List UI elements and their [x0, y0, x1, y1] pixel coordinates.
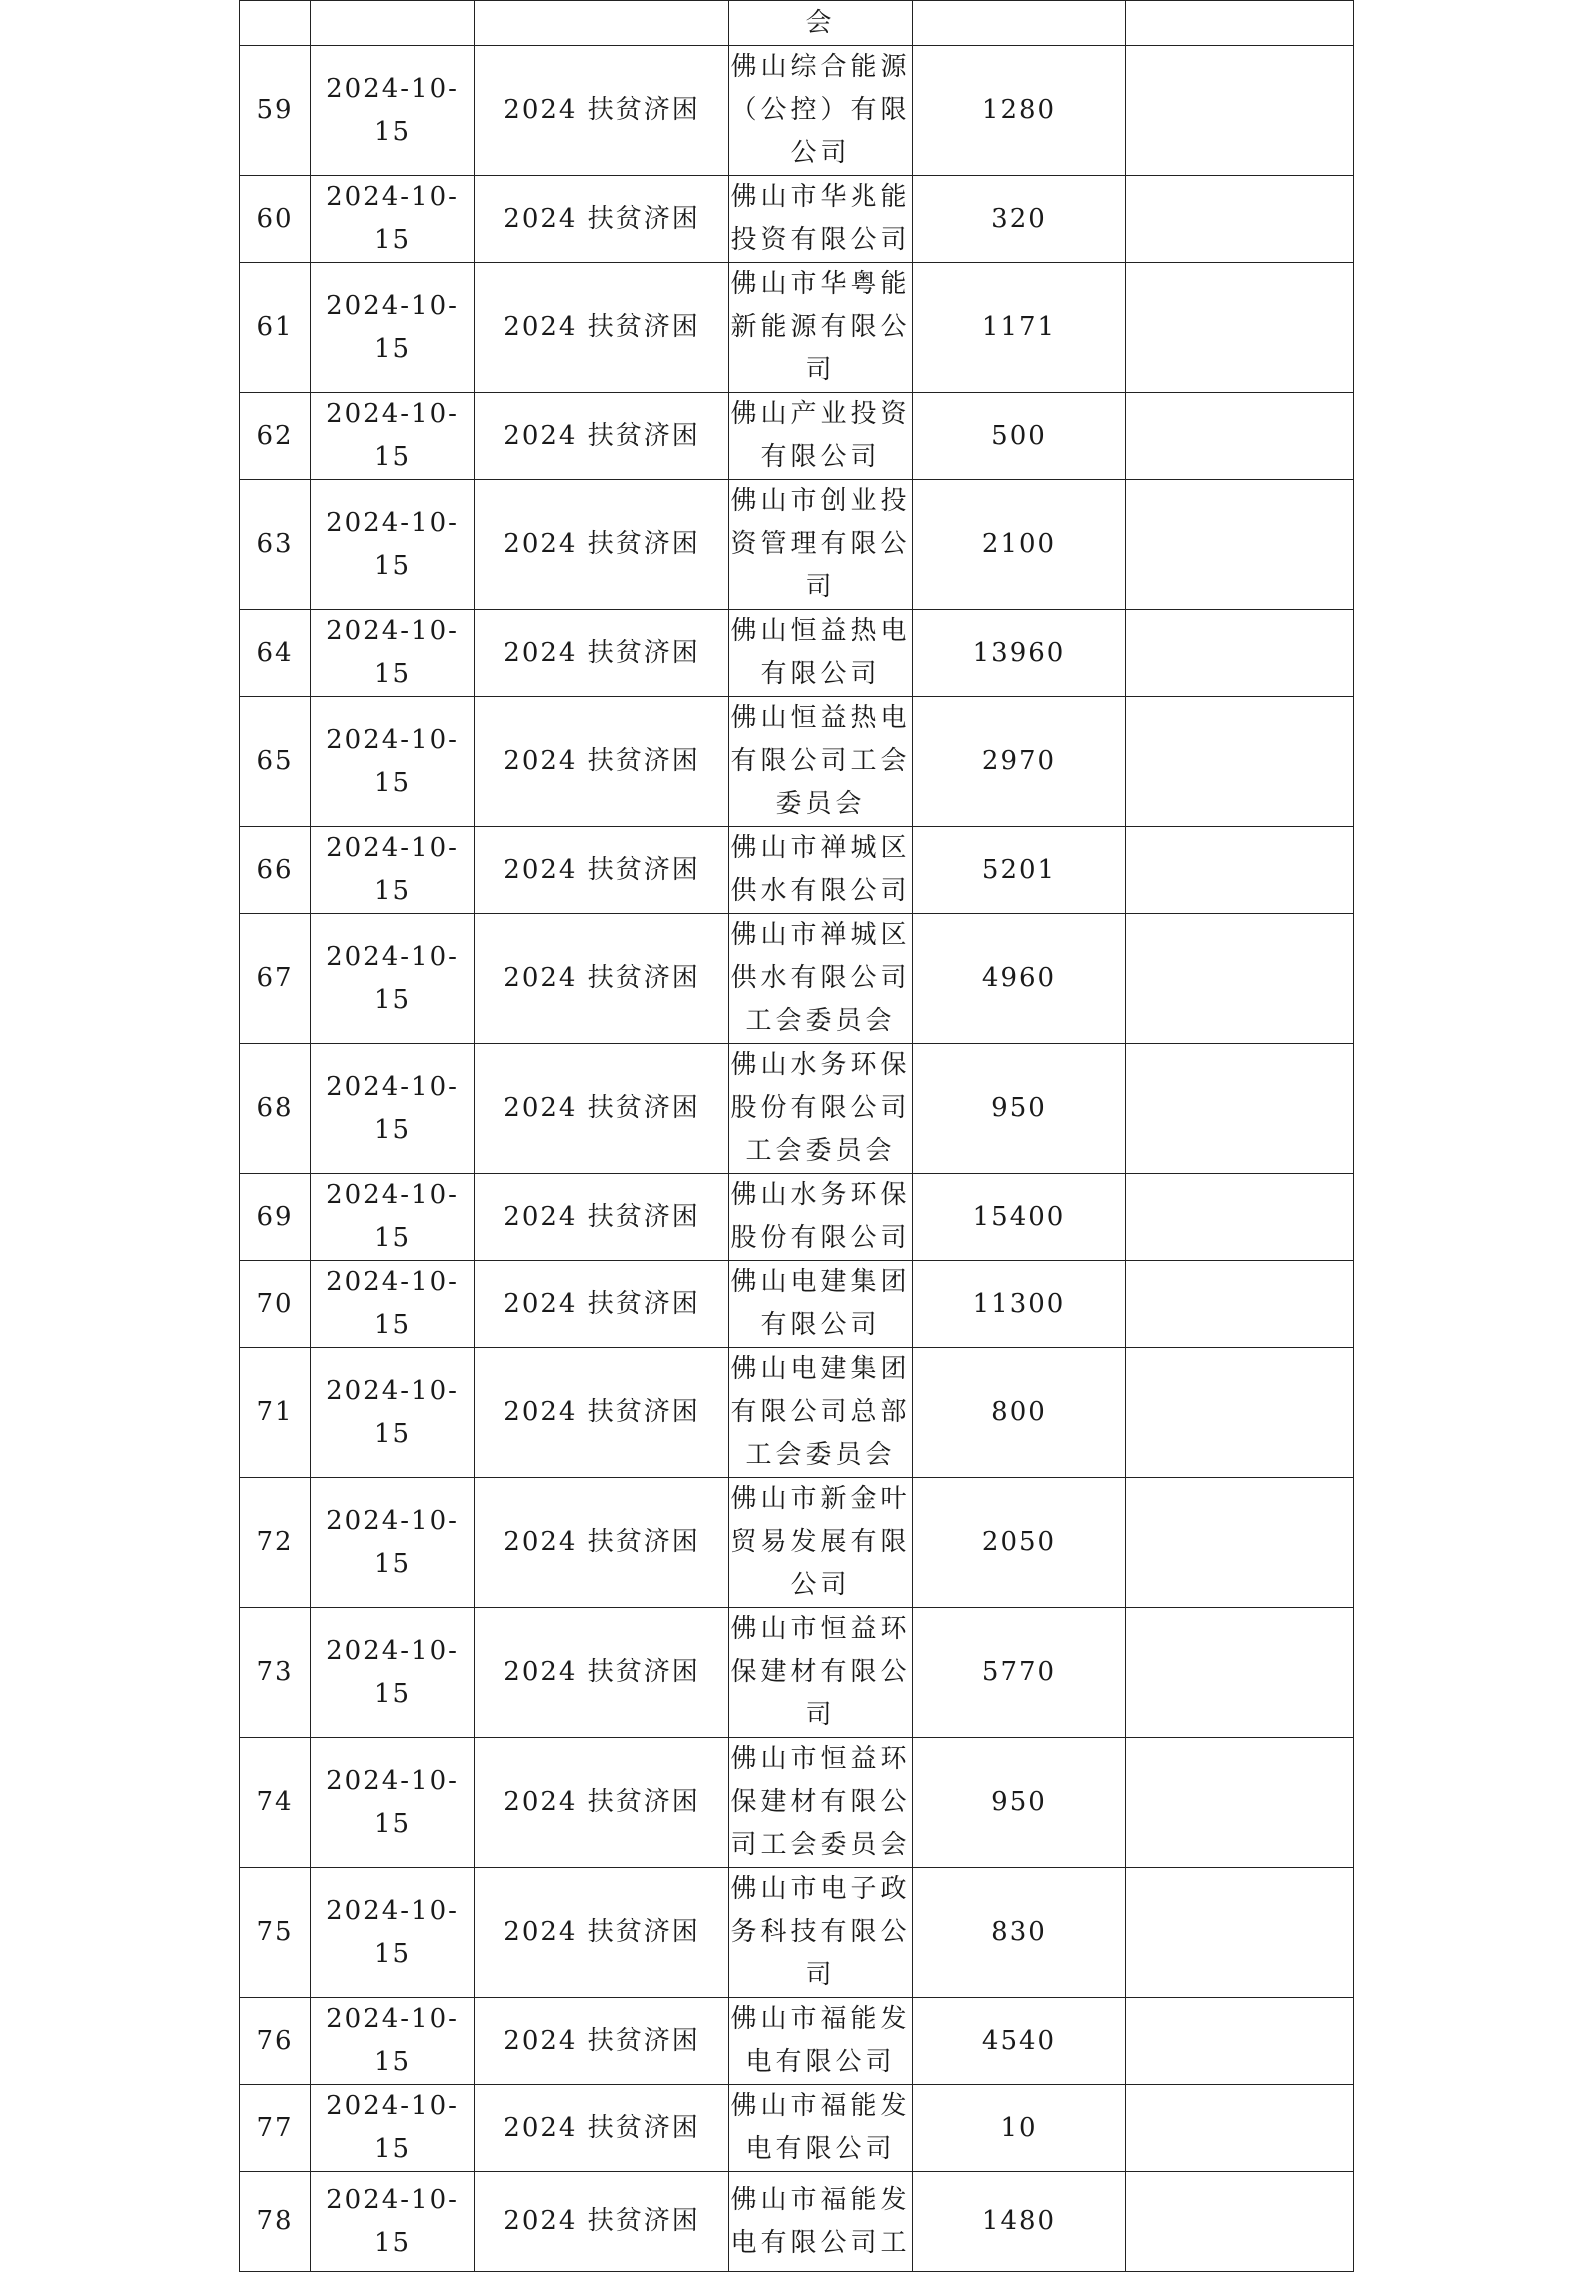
row-number: 62: [240, 393, 311, 480]
table-row: [240, 1478, 1354, 1608]
row-project: 2024 扶贫济困: [475, 2172, 729, 2272]
row-number: 70: [240, 1261, 311, 1348]
row-date: 2024-10-15: [311, 263, 475, 393]
row-project: 2024 扶贫济困: [475, 176, 729, 263]
row-date: 2024-10-15: [311, 1261, 475, 1348]
row-project: [475, 1, 729, 46]
row-donor: 佛山市创业投资管理有限公司: [729, 480, 913, 610]
row-note: [1126, 1608, 1354, 1738]
row-amount: 1480: [913, 2172, 1126, 2272]
row-date: 2024-10-15: [311, 697, 475, 827]
row-donor: 佛山市禅城区供水有限公司工会委员会: [729, 914, 913, 1044]
row-project: 2024 扶贫济困: [475, 827, 729, 914]
row-amount: 5201: [913, 827, 1126, 914]
row-note: [1126, 1738, 1354, 1868]
row-note: [1126, 1, 1354, 46]
row-project: 2024 扶贫济困: [475, 1608, 729, 1738]
table-row: [240, 2085, 1354, 2172]
row-project: 2024 扶贫济困: [475, 1174, 729, 1261]
table-row: [240, 1998, 1354, 2085]
row-amount: 10: [913, 2085, 1126, 2172]
table-row: [240, 263, 1354, 393]
row-number: 66: [240, 827, 311, 914]
row-donor: 佛山市福能发电有限公司工: [729, 2172, 913, 2272]
row-project: 2024 扶贫济困: [475, 1478, 729, 1608]
row-project: 2024 扶贫济困: [475, 697, 729, 827]
row-note: [1126, 480, 1354, 610]
row-number: 78: [240, 2172, 311, 2272]
row-donor: 佛山市新金叶贸易发展有限公司: [729, 1478, 913, 1608]
row-date: 2024-10-15: [311, 827, 475, 914]
row-amount: 5770: [913, 1608, 1126, 1738]
row-note: [1126, 1478, 1354, 1608]
row-number: 60: [240, 176, 311, 263]
table-row: [240, 697, 1354, 827]
row-project: 2024 扶贫济困: [475, 1261, 729, 1348]
row-date: 2024-10-15: [311, 1348, 475, 1478]
table-row: [240, 1608, 1354, 1738]
row-number: 67: [240, 914, 311, 1044]
row-number: 71: [240, 1348, 311, 1478]
row-date: 2024-10-15: [311, 1868, 475, 1998]
row-project: 2024 扶贫济困: [475, 393, 729, 480]
table-row: [240, 46, 1354, 176]
row-number: 63: [240, 480, 311, 610]
table-row: [240, 480, 1354, 610]
row-amount: 4960: [913, 914, 1126, 1044]
row-date: 2024-10-15: [311, 914, 475, 1044]
table-row: [240, 1868, 1354, 1998]
row-date: 2024-10-15: [311, 393, 475, 480]
row-date: 2024-10-15: [311, 1174, 475, 1261]
row-date: 2024-10-15: [311, 610, 475, 697]
row-number: 73: [240, 1608, 311, 1738]
row-date: 2024-10-15: [311, 1998, 475, 2085]
table-row: [240, 176, 1354, 263]
row-note: [1126, 697, 1354, 827]
row-note: [1126, 1868, 1354, 1998]
row-number: 77: [240, 2085, 311, 2172]
row-donor: 佛山电建集团有限公司: [729, 1261, 913, 1348]
row-amount: [913, 1, 1126, 46]
row-project: 2024 扶贫济困: [475, 1738, 729, 1868]
table-row: [240, 2172, 1354, 2272]
row-date: 2024-10-15: [311, 2172, 475, 2272]
row-project: 2024 扶贫济困: [475, 2085, 729, 2172]
donation-table: [239, 0, 1354, 2272]
row-note: [1126, 1348, 1354, 1478]
row-number: 69: [240, 1174, 311, 1261]
row-donor: 佛山恒益热电有限公司工会委员会: [729, 697, 913, 827]
row-date: 2024-10-15: [311, 46, 475, 176]
row-project: 2024 扶贫济困: [475, 1044, 729, 1174]
row-amount: 950: [913, 1738, 1126, 1868]
row-donor: 佛山恒益热电有限公司: [729, 610, 913, 697]
row-note: [1126, 176, 1354, 263]
row-project: 2024 扶贫济困: [475, 610, 729, 697]
row-donor: 佛山市恒益环保建材有限公司工会委员会: [729, 1738, 913, 1868]
row-date: 2024-10-15: [311, 1738, 475, 1868]
row-number: 61: [240, 263, 311, 393]
row-amount: 13960: [913, 610, 1126, 697]
row-note: [1126, 914, 1354, 1044]
table-row: [240, 610, 1354, 697]
table-row: [240, 1044, 1354, 1174]
table-row: [240, 1738, 1354, 1868]
row-note: [1126, 2085, 1354, 2172]
row-date: 2024-10-15: [311, 1608, 475, 1738]
row-amount: 500: [913, 393, 1126, 480]
row-number: 65: [240, 697, 311, 827]
row-amount: 2100: [913, 480, 1126, 610]
row-project: 2024 扶贫济困: [475, 1348, 729, 1478]
row-amount: 4540: [913, 1998, 1126, 2085]
row-date: 2024-10-15: [311, 1044, 475, 1174]
row-note: [1126, 263, 1354, 393]
row-number: 59: [240, 46, 311, 176]
row-number: 68: [240, 1044, 311, 1174]
row-number: 64: [240, 610, 311, 697]
row-note: [1126, 2172, 1354, 2272]
row-donor: 佛山市华粤能新能源有限公司: [729, 263, 913, 393]
row-note: [1126, 1998, 1354, 2085]
table-row-partial: [240, 1, 1354, 46]
row-project: 2024 扶贫济困: [475, 914, 729, 1044]
row-amount: 800: [913, 1348, 1126, 1478]
row-note: [1126, 1261, 1354, 1348]
row-donor: 佛山电建集团有限公司总部工会委员会: [729, 1348, 913, 1478]
row-number: 72: [240, 1478, 311, 1608]
row-note: [1126, 827, 1354, 914]
row-note: [1126, 610, 1354, 697]
row-note: [1126, 1044, 1354, 1174]
row-note: [1126, 1174, 1354, 1261]
row-donor: 佛山市福能发电有限公司: [729, 2085, 913, 2172]
row-amount: 11300: [913, 1261, 1126, 1348]
table-row: [240, 1261, 1354, 1348]
row-donor: 会: [729, 1, 913, 46]
row-note: [1126, 46, 1354, 176]
row-amount: 830: [913, 1868, 1126, 1998]
row-donor: 佛山水务环保股份有限公司工会委员会: [729, 1044, 913, 1174]
row-donor: 佛山水务环保股份有限公司: [729, 1174, 913, 1261]
row-project: 2024 扶贫济困: [475, 1998, 729, 2085]
table-row: [240, 1348, 1354, 1478]
row-date: 2024-10-15: [311, 480, 475, 610]
row-number: [240, 1, 311, 46]
row-number: 74: [240, 1738, 311, 1868]
donation-table-body: [240, 1, 1354, 2272]
row-donor: 佛山市福能发电有限公司: [729, 1998, 913, 2085]
table-row: [240, 393, 1354, 480]
row-amount: 15400: [913, 1174, 1126, 1261]
row-amount: 1171: [913, 263, 1126, 393]
row-amount: 320: [913, 176, 1126, 263]
row-project: 2024 扶贫济困: [475, 1868, 729, 1998]
row-date: [311, 1, 475, 46]
row-project: 2024 扶贫济困: [475, 480, 729, 610]
row-donor: 佛山产业投资有限公司: [729, 393, 913, 480]
row-donor: 佛山市华兆能投资有限公司: [729, 176, 913, 263]
row-date: 2024-10-15: [311, 176, 475, 263]
row-amount: 2970: [913, 697, 1126, 827]
row-amount: 950: [913, 1044, 1126, 1174]
row-donor: 佛山市禅城区供水有限公司: [729, 827, 913, 914]
row-donor: 佛山市电子政务科技有限公司: [729, 1868, 913, 1998]
row-amount: 2050: [913, 1478, 1126, 1608]
row-note: [1126, 393, 1354, 480]
row-project: 2024 扶贫济困: [475, 46, 729, 176]
table-row: [240, 914, 1354, 1044]
row-date: 2024-10-15: [311, 1478, 475, 1608]
row-project: 2024 扶贫济困: [475, 263, 729, 393]
row-donor: 佛山综合能源（公控）有限公司: [729, 46, 913, 176]
row-number: 75: [240, 1868, 311, 1998]
row-donor: 佛山市恒益环保建材有限公司: [729, 1608, 913, 1738]
table-row: [240, 1174, 1354, 1261]
row-date: 2024-10-15: [311, 2085, 475, 2172]
table-row: [240, 827, 1354, 914]
row-number: 76: [240, 1998, 311, 2085]
row-amount: 1280: [913, 46, 1126, 176]
